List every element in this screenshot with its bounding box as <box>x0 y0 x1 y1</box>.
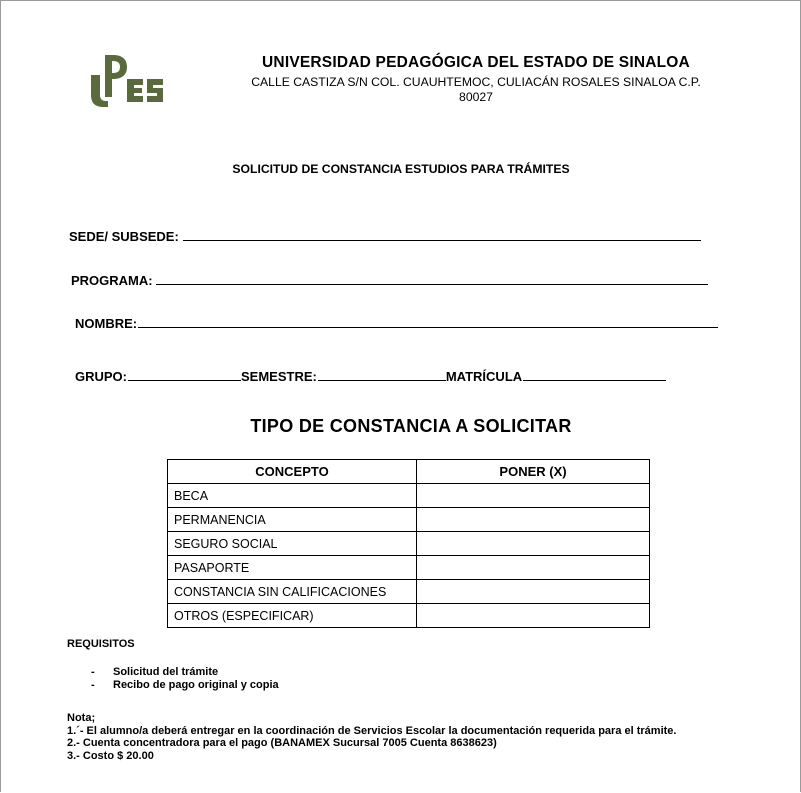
address-line-2: 80027 <box>459 90 493 104</box>
concepto-header: CONCEPTO <box>168 460 417 484</box>
mark-cell[interactable] <box>417 508 650 532</box>
upes-logo <box>87 53 167 109</box>
mark-cell[interactable] <box>417 580 650 604</box>
table-row <box>168 556 650 580</box>
sede-input-line[interactable] <box>183 239 701 241</box>
mark-cell[interactable] <box>417 484 650 508</box>
grupo-input-line[interactable] <box>128 379 241 381</box>
list-item: - Solicitud del trámite <box>91 666 219 678</box>
nombre-label: NOMBRE: <box>75 316 138 331</box>
list-item: - Recibo de pago original y copia <box>91 678 279 691</box>
note-line: 2.- Cuenta concentradora para el pago (BANAMEX Sucursal 7005 Cuenta 8638623) <box>67 737 497 749</box>
grupo-semestre-matricula-row <box>75 369 666 384</box>
table-header-row <box>168 460 650 484</box>
table-row <box>168 604 650 628</box>
notes-title: Nota; <box>67 712 96 724</box>
address-line-1: CALLE CASTIZA S/N COL. CUAUHTEMOC, CULIACÁN ROSALES SINALOA C.P. <box>251 75 701 89</box>
matricula-input-line[interactable] <box>523 379 666 381</box>
matricula-label: MATRÍCULA <box>445 369 523 384</box>
table-row <box>168 484 650 508</box>
concept-cell: OTROS (ESPECIFICAR) <box>168 604 417 628</box>
poner-x-header: PONER (X) <box>417 460 650 484</box>
semestre-input-line[interactable] <box>318 379 446 381</box>
notes <box>67 712 747 762</box>
note-line: 3.- Costo $ 20.00 <box>67 749 154 762</box>
concept-cell: BECA <box>168 484 417 508</box>
institution-name: UNIVERSIDAD PEDAGÓGICA DEL ESTADO DE SINALOA <box>262 54 690 71</box>
note-line: 1.´- El alumno/a deberá entregar en la coordinación de Servicios Escolar la documentación requerida para el trámite. <box>67 724 677 737</box>
grupo-label: GRUPO: <box>75 369 127 384</box>
concept-cell: CONSTANCIA SIN CALIFICACIONES <box>168 580 417 604</box>
table-row <box>168 580 650 604</box>
sede-label: SEDE/ SUBSEDE: <box>69 229 179 244</box>
programa-label: PROGRAMA: <box>71 273 153 288</box>
table-row <box>168 508 650 532</box>
concept-cell: SEGURO SOCIAL <box>168 532 417 556</box>
mark-cell[interactable] <box>417 532 650 556</box>
table-row <box>168 532 650 556</box>
mark-cell[interactable] <box>417 604 650 628</box>
semestre-label: SEMESTRE: <box>241 369 317 384</box>
sede-field <box>69 229 701 244</box>
section-title: TIPO DE CONSTANCIA A SOLICITAR <box>250 416 572 436</box>
constancia-type-table <box>167 459 650 628</box>
programa-field <box>71 273 708 288</box>
institution-address <box>187 75 765 105</box>
nombre-input-line[interactable] <box>138 326 718 328</box>
requirements-list <box>91 666 279 691</box>
concept-cell: PASAPORTE <box>168 556 417 580</box>
nombre-field <box>75 316 718 331</box>
programa-input-line[interactable] <box>156 283 708 285</box>
concept-cell: PERMANENCIA <box>168 508 417 532</box>
requirements-title: REQUISITOS <box>67 638 135 650</box>
mark-cell[interactable] <box>417 556 650 580</box>
form-title: SOLICITUD DE CONSTANCIA ESTUDIOS PARA TRÁMITES <box>232 162 570 176</box>
